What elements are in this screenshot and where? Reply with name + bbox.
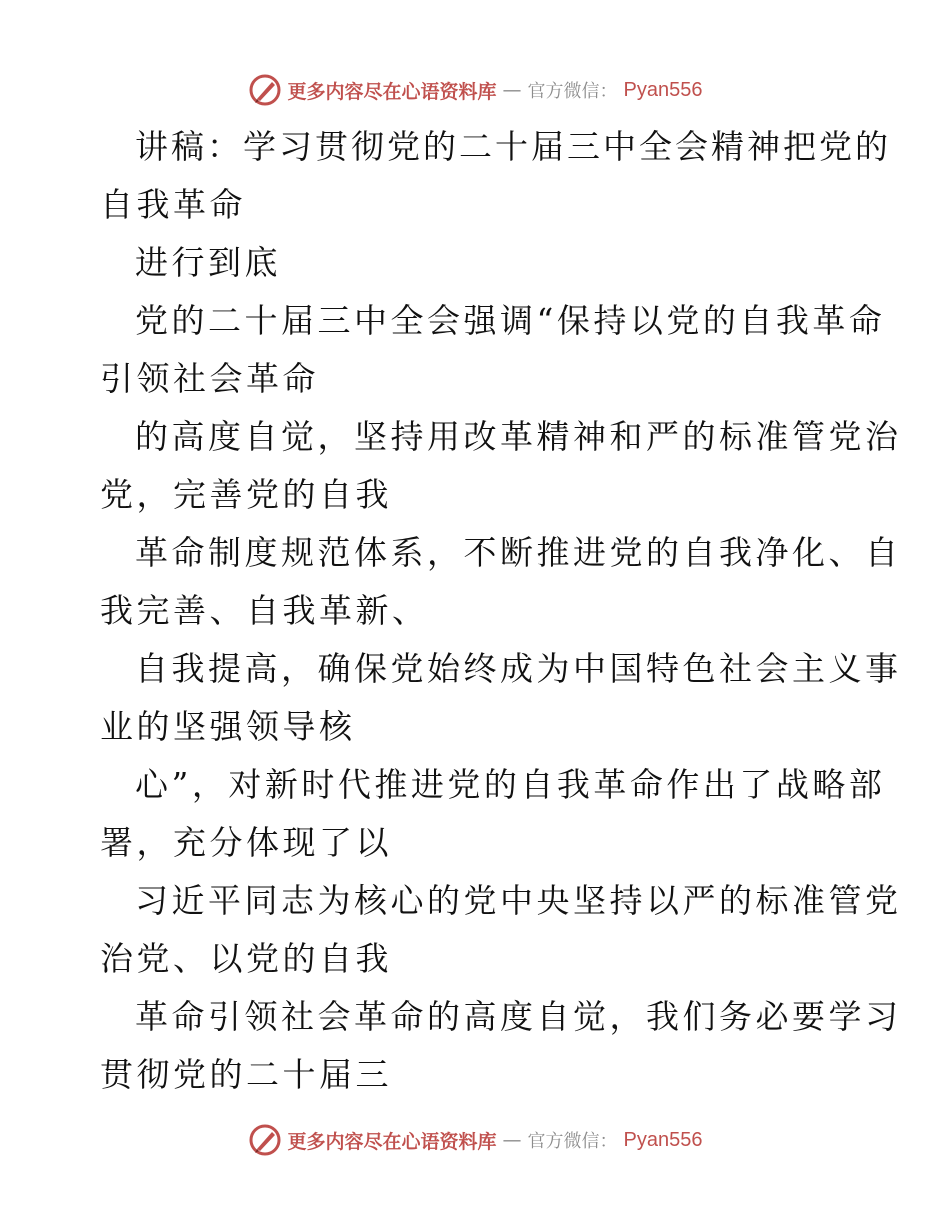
- promo-text: 更多内容尽在心语资料库: [287, 1130, 497, 1153]
- text-line: 党，完善党的自我: [100, 475, 392, 514]
- paragraph: [100, 408, 902, 524]
- paragraph: [100, 524, 902, 640]
- wechat-id: Pyan556: [623, 1128, 703, 1151]
- text-line: 署，充分体现了以: [100, 823, 392, 862]
- wechat-label: 官方微信：: [527, 81, 618, 102]
- banner-separator: —: [502, 79, 522, 101]
- text-line: 革命制度规范体系，不断推进党的自我净化、自: [135, 533, 902, 572]
- header-banner: [0, 70, 950, 110]
- text-line: 我完善、自我革新、: [100, 591, 429, 630]
- document-title-line: 自我革命: [100, 185, 246, 224]
- text-line: 的高度自觉，坚持用改革精神和严的标准管党治: [135, 417, 902, 456]
- paragraph: [100, 988, 902, 1104]
- paragraph-title: [100, 118, 891, 234]
- document-body: [100, 118, 902, 1104]
- text-line: 心”，对新时代推进党的自我革命作出了战略部: [135, 765, 886, 804]
- footer-banner: [0, 1120, 950, 1160]
- text-line: 引领社会革命: [100, 359, 319, 398]
- quill-pen-logo-icon: [248, 1123, 282, 1157]
- text-line: 习近平同志为核心的党中央坚持以严的标准管党: [135, 881, 902, 920]
- wechat-label: 官方微信：: [527, 1131, 618, 1152]
- text-line: 治党、以党的自我: [100, 939, 392, 978]
- banner-separator: —: [502, 1129, 522, 1151]
- wechat-id: Pyan556: [623, 78, 703, 101]
- quill-pen-logo-icon: [248, 73, 282, 107]
- paragraph: [100, 872, 902, 988]
- paragraph: [100, 234, 860, 292]
- document-title-line: 讲稿：学习贯彻党的二十届三中全会精神把党的: [135, 127, 891, 166]
- text-line: 党的二十届三中全会强调“保持以党的自我革命: [135, 301, 886, 340]
- text-line: 业的坚强领导核: [100, 707, 356, 746]
- paragraph: [100, 640, 902, 756]
- paragraph: [100, 756, 886, 872]
- text-line: 革命引领社会革命的高度自觉，我们务必要学习: [135, 997, 902, 1036]
- promo-text: 更多内容尽在心语资料库: [287, 80, 497, 103]
- paragraph: [100, 292, 886, 408]
- text-line: 贯彻党的二十届三: [100, 1055, 392, 1094]
- text-line: 自我提高，确保党始终成为中国特色社会主义事: [135, 649, 902, 688]
- text-line: 进行到底: [135, 243, 281, 282]
